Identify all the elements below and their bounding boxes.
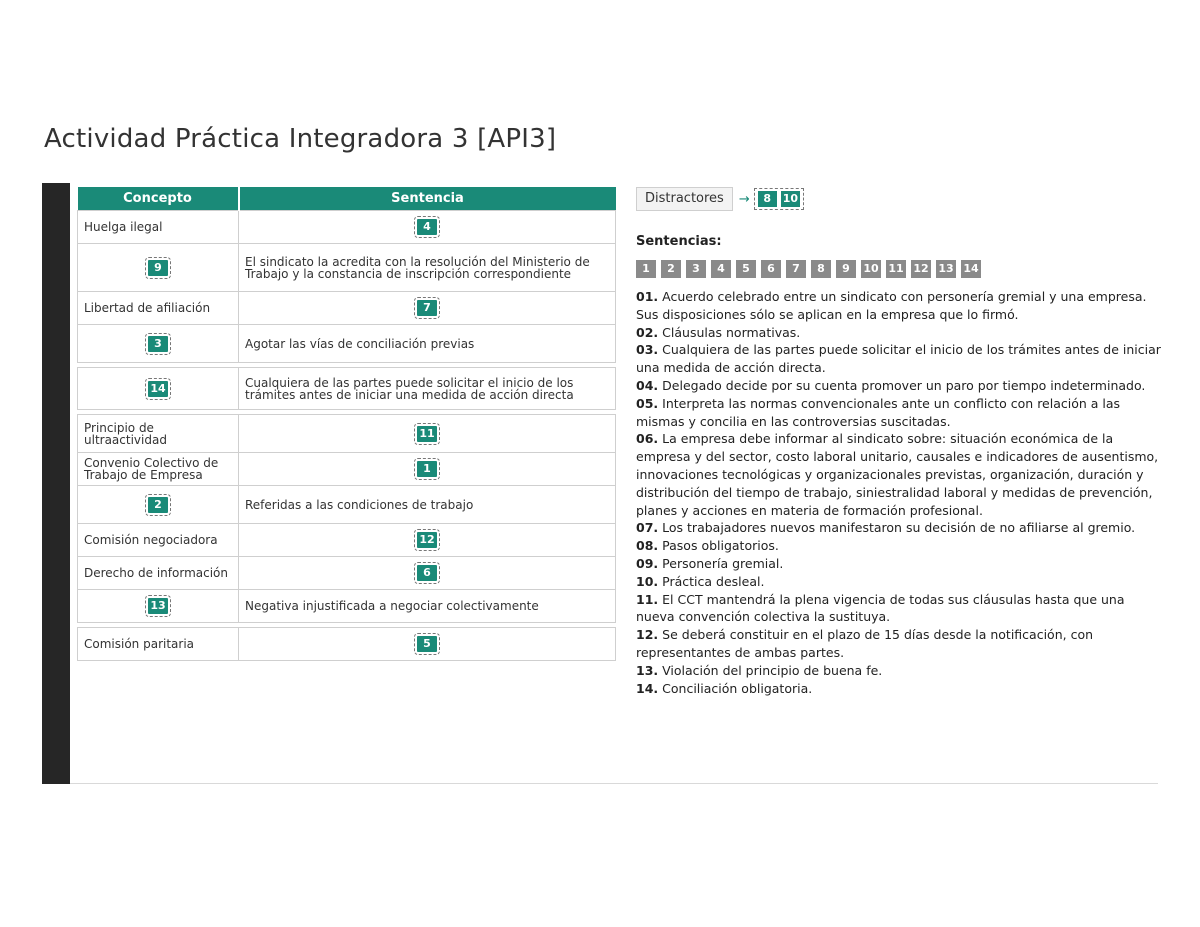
sentencia-answer-chip[interactable]: 12 xyxy=(417,532,437,548)
sentencia-text: Los trabajadores nuevos manifestaron su decisión de no afiliarse al gremio. xyxy=(662,520,1136,536)
table-row xyxy=(78,292,616,325)
sentencia-chip[interactable]: 10 xyxy=(861,260,881,278)
left-sidebar-bar xyxy=(42,183,70,784)
sentencia-chip[interactable]: 8 xyxy=(811,260,831,278)
sentencia-text: Conciliación obligatoria. xyxy=(662,680,813,696)
sentencia-chip[interactable]: 4 xyxy=(711,260,731,278)
table-row xyxy=(78,244,616,292)
right-panel xyxy=(636,186,1161,697)
sentencia-number: 03. xyxy=(636,342,659,358)
sentencia-cell: Referidas a las condiciones de trabajo xyxy=(239,486,616,524)
sentencia-chip[interactable]: 11 xyxy=(886,260,906,278)
sentencia-number: 01. xyxy=(636,289,659,304)
sentencia-chip[interactable]: 7 xyxy=(786,260,806,278)
sentencia-item xyxy=(636,288,1161,324)
sentencia-number: 12. xyxy=(636,627,659,643)
sentencia-number: 10. xyxy=(636,573,659,589)
sentencia-item xyxy=(636,591,1161,627)
sentencia-text: Interpreta las normas convencionales ante un conflicto con relación a las mismas y concilia en las controversias suscitadas. xyxy=(636,395,1121,429)
concepto-drop-cell xyxy=(78,244,239,292)
distractores-label: Distractores xyxy=(636,187,733,211)
sentencia-item xyxy=(636,395,1161,431)
concepto-cell: Libertad de afiliación xyxy=(78,292,239,325)
sentencia-number: 07. xyxy=(636,520,659,536)
sentencia-chip[interactable]: 12 xyxy=(911,260,931,278)
sentencia-answer-chip[interactable]: 4 xyxy=(417,219,437,235)
sentencia-drop-cell xyxy=(239,628,616,661)
sentencia-number: 13. xyxy=(636,662,659,678)
sentencia-item xyxy=(636,430,1161,519)
table-row xyxy=(78,524,616,557)
sentencia-item xyxy=(636,537,1161,555)
table-body xyxy=(78,211,616,661)
sentencia-drop-cell xyxy=(239,453,616,486)
concepto-answer-chip[interactable]: 13 xyxy=(148,598,168,614)
distractor-chip[interactable]: 10 xyxy=(782,192,799,205)
header-concepto: Concepto xyxy=(78,187,239,211)
concepto-answer-chip[interactable]: 3 xyxy=(148,336,168,352)
sentencia-text: Violación del principio de buena fe. xyxy=(662,662,883,678)
sentencia-number: 04. xyxy=(636,377,659,393)
sentencia-answer-chip[interactable]: 1 xyxy=(417,461,437,477)
concepto-drop-cell xyxy=(78,486,239,524)
sentencia-drop-cell xyxy=(239,415,616,453)
sentencia-item xyxy=(636,573,1161,591)
sentencia-number: 14. xyxy=(636,680,659,696)
concepto-cell: Comisión negociadora xyxy=(78,524,239,557)
sentencia-item xyxy=(636,519,1161,537)
concepto-cell: Principio de ultraactividad xyxy=(78,415,239,453)
sentencia-text: Personería gremial. xyxy=(662,555,784,571)
distractores-row xyxy=(636,186,1161,212)
table-row xyxy=(78,590,616,623)
sentencia-answer-chip[interactable]: 6 xyxy=(417,565,437,581)
table-row xyxy=(78,628,616,661)
sentencia-chip[interactable]: 2 xyxy=(661,260,681,278)
concepto-drop-cell xyxy=(78,325,239,363)
table-row xyxy=(78,415,616,453)
sentencia-cell: Cualquiera de las partes puede solicitar el inicio de los trámites antes de iniciar una medida de acción directa xyxy=(239,368,616,410)
arrow-right-icon: → xyxy=(738,191,750,207)
sentencia-answer-chip[interactable]: 11 xyxy=(417,426,437,442)
sentencia-item xyxy=(636,377,1161,395)
sentencia-chip[interactable]: 14 xyxy=(961,260,981,278)
bottom-divider xyxy=(70,783,1158,784)
distractores-drop-zone[interactable] xyxy=(754,188,804,210)
sentencia-cell: Agotar las vías de conciliación previas xyxy=(239,325,616,363)
table-row xyxy=(78,368,616,410)
concepto-cell: Convenio Colectivo de Trabajo de Empresa xyxy=(78,453,239,486)
sentencia-text: Acuerdo celebrado entre un sindicato con personería gremial y una empresa. Sus disposiciones sólo se aplican en la empresa que lo firmó. xyxy=(636,289,1147,322)
sentencia-text: Delegado decide por su cuenta promover un paro por tiempo indeterminado. xyxy=(662,377,1146,393)
sentencia-chip[interactable]: 1 xyxy=(636,260,656,278)
sentencia-item xyxy=(636,662,1161,680)
sentencia-chip[interactable]: 3 xyxy=(686,260,706,278)
sentencia-item xyxy=(636,680,1161,698)
sentencia-text: La empresa debe informar al sindicato sobre: situación económica de la empresa y del sector, costo laboral unitario, causales e indicadores de ausentismo, innovaciones tecnológicas y organizacionales previstas, organización, duración y distribución del tiempo de trabajo, siniestralidad laboral y medidas de prevención, planes y acciones en materia de formación profesional. xyxy=(636,431,1159,518)
sentencia-text: Cláusulas normativas. xyxy=(662,324,801,340)
sentencia-number: 11. xyxy=(636,591,659,607)
concepto-answer-chip[interactable]: 14 xyxy=(148,381,168,397)
sentencias-chip-bank xyxy=(636,260,1161,278)
sentencia-drop-cell xyxy=(239,557,616,590)
sentencia-answer-chip[interactable]: 5 xyxy=(417,636,437,652)
sentencia-chip[interactable]: 6 xyxy=(761,260,781,278)
sentencia-text: Cualquiera de las partes puede solicitar el inicio de los trámites antes de iniciar una medida de acción directa. xyxy=(636,342,1161,376)
table-row xyxy=(78,557,616,590)
sentencia-chip[interactable]: 13 xyxy=(936,260,956,278)
sentencia-number: 06. xyxy=(636,431,659,447)
concepto-cell: Comisión paritaria xyxy=(78,628,239,661)
table-row xyxy=(78,325,616,363)
concepto-answer-chip[interactable]: 2 xyxy=(148,497,168,513)
concepto-answer-chip[interactable]: 9 xyxy=(148,260,168,276)
sentencia-item xyxy=(636,626,1161,662)
table-row xyxy=(78,486,616,524)
sentencias-list xyxy=(636,288,1161,697)
sentencia-number: 05. xyxy=(636,395,659,411)
sentencia-item xyxy=(636,341,1161,377)
matching-table xyxy=(77,187,616,661)
sentencias-title: Sentencias: xyxy=(636,234,722,249)
table-row xyxy=(78,453,616,486)
header-sentencia: Sentencia xyxy=(239,187,616,211)
table-row xyxy=(78,211,616,244)
sentencia-answer-chip[interactable]: 7 xyxy=(417,300,437,316)
distractor-chip[interactable]: 8 xyxy=(758,191,777,207)
sentencia-cell: Negativa injustificada a negociar colectivamente xyxy=(239,590,616,623)
sentencia-cell: El sindicato la acredita con la resolución del Ministerio de Trabajo y la constancia de inscripción correspondiente xyxy=(239,244,616,292)
concepto-drop-cell xyxy=(78,590,239,623)
sentencia-text: Práctica desleal. xyxy=(662,573,765,589)
concepto-cell: Derecho de información xyxy=(78,557,239,590)
sentencia-number: 02. xyxy=(636,324,659,340)
sentencia-chip[interactable]: 5 xyxy=(736,260,756,278)
sentencia-number: 09. xyxy=(636,555,659,571)
sentencia-item xyxy=(636,555,1161,573)
concepto-drop-cell xyxy=(78,368,239,410)
sentencia-drop-cell xyxy=(239,292,616,325)
sentencia-drop-cell xyxy=(239,211,616,244)
sentencia-text: Pasos obligatorios. xyxy=(662,538,779,554)
sentencia-text: Se deberá constituir en el plazo de 15 días desde la notificación, con representantes de ambas partes. xyxy=(636,627,1094,660)
sentencia-number: 08. xyxy=(636,538,659,554)
page-title: Actividad Práctica Integradora 3 [API3] xyxy=(44,124,557,154)
concepto-cell: Huelga ilegal xyxy=(78,211,239,244)
sentencia-item xyxy=(636,324,1161,342)
sentencia-text: El CCT mantendrá la plena vigencia de todas sus cláusulas hasta que una nueva convención colectiva la sustituya. xyxy=(636,591,1125,625)
sentencia-chip[interactable]: 9 xyxy=(836,260,856,278)
sentencia-drop-cell xyxy=(239,524,616,557)
